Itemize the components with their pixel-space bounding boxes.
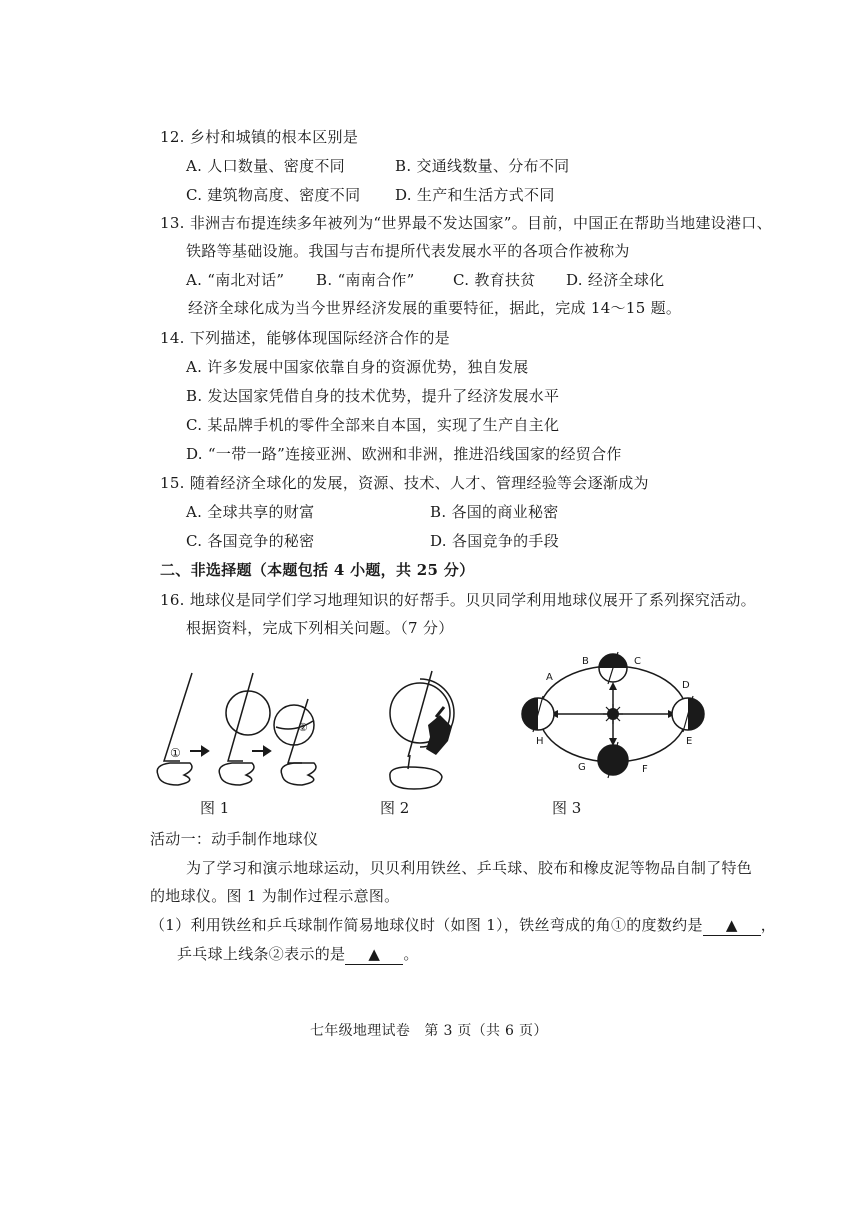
fig1-label-1: ① xyxy=(170,746,181,760)
q14-option-c: C. 某品牌手机的零件全部来自本国，实现了生产自主化 xyxy=(186,416,560,434)
base-step1 xyxy=(157,763,192,785)
q15-stem: 15. 随着经济全球化的发展，资源、技术、人才、管理经验等会逐渐成为 xyxy=(160,474,649,492)
base-step2 xyxy=(219,763,254,785)
fig3-caption: 图 3 xyxy=(552,799,582,817)
q13-option-c: C. 教育扶贫 xyxy=(453,271,536,289)
blank-mark-2: ▲ xyxy=(368,945,381,963)
answer-blank-1[interactable] xyxy=(703,915,761,936)
q12-option-b: B. 交通线数量、分布不同 xyxy=(395,157,570,175)
activity1-line2: 的地球仪。图 1 为制作过程示意图。 xyxy=(150,887,400,905)
fig1-caption: 图 1 xyxy=(200,799,230,817)
earth-top xyxy=(599,652,627,684)
sub1-line2-text: 乒乓球上线条②表示的是 xyxy=(177,945,346,963)
fig1-label-2: ② xyxy=(298,721,308,734)
sub1-line1 xyxy=(150,915,776,936)
fig3-label-h: H xyxy=(536,736,544,747)
base-step3 xyxy=(281,763,316,785)
q13-option-a: A. “南北对话” xyxy=(186,271,285,289)
q15-option-c: C. 各国竞争的秘密 xyxy=(186,532,315,550)
q15-option-b: B. 各国的商业秘密 xyxy=(430,503,559,521)
earth-right xyxy=(672,696,704,732)
fig3-label-a: A xyxy=(546,672,553,683)
arrow-up-head xyxy=(609,682,617,690)
q13-option-d: D. 经济全球化 xyxy=(566,271,665,289)
base-fig2 xyxy=(390,767,442,789)
q14-option-d: D. “一带一路”连接亚洲、欧洲和非洲，推进沿线国家的经贸合作 xyxy=(186,445,622,463)
q13-stem-line2: 铁路等基础设施。我国与吉布提所代表发展水平的各项合作被称为 xyxy=(186,242,630,260)
figure-3-earth-orbit xyxy=(518,652,718,782)
sub1-line2-end: 。 xyxy=(403,945,419,963)
arrow-1-head xyxy=(202,747,208,755)
fig3-label-c: C xyxy=(634,656,641,667)
answer-blank-2[interactable] xyxy=(345,944,403,965)
q12-option-d: D. 生产和生活方式不同 xyxy=(395,186,555,204)
q12-stem: 12. 乡村和城镇的根本区别是 xyxy=(160,128,359,146)
fig3-label-b: B xyxy=(582,656,589,667)
globe-step3 xyxy=(274,705,314,745)
activity1-title: 活动一：动手制作地球仪 xyxy=(150,830,319,848)
sub1-line2 xyxy=(177,944,419,965)
earth-bottom xyxy=(598,742,628,778)
section2-heading: 二、非选择题（本题包括 4 小题，共 25 分） xyxy=(160,561,475,579)
page-footer: 七年级地理试卷 第 3 页（共 6 页） xyxy=(310,1023,548,1039)
q12-option-a: A. 人口数量、密度不同 xyxy=(186,157,345,175)
activity1-line1: 为了学习和演示地球运动，贝贝利用铁丝、乒乓球、胶布和橡皮泥等物品自制了特色 xyxy=(186,859,753,877)
earth-left xyxy=(522,696,554,732)
hand-icon xyxy=(426,715,452,755)
fig3-label-e: E xyxy=(686,736,693,747)
q15-option-d: D. 各国竞争的手段 xyxy=(430,532,560,550)
q15-option-a: A. 全球共享的财富 xyxy=(186,503,315,521)
figure-1-globe-making xyxy=(148,665,318,795)
fig3-label-d: D xyxy=(682,680,690,691)
fig3-label-g: G xyxy=(578,762,586,773)
fig3-label-f: F xyxy=(642,764,648,775)
q13-stem-line1: 13. 非洲吉布提连续多年被列为“世界最不发达国家”。目前，中国正在帮助当地建设港口、 xyxy=(160,214,772,232)
q14-option-b: B. 发达国家凭借自身的技术优势，提升了经济发展水平 xyxy=(186,387,560,405)
arrow-2-head xyxy=(264,747,270,755)
wire-step2 xyxy=(228,673,253,761)
sub1-line1-end: ， xyxy=(760,916,777,934)
figure-2-globe-hand xyxy=(380,665,470,795)
intro-14-15: 经济全球化成为当今世界经济发展的重要特征，据此，完成 14～15 题。 xyxy=(188,299,682,317)
sub1-line1-text: （1）利用铁丝和乒乓球制作简易地球仪时（如图 1），铁丝弯成的角①的度数约是 xyxy=(150,916,703,934)
fig2-caption: 图 2 xyxy=(380,799,410,817)
q13-option-b: B. “南南合作” xyxy=(316,271,415,289)
blank-mark-1: ▲ xyxy=(725,916,738,934)
q12-option-c: C. 建筑物高度、密度不同 xyxy=(186,186,361,204)
q14-option-a: A. 许多发展中国家依靠自身的资源优势，独自发展 xyxy=(186,358,529,376)
q14-stem: 14. 下列描述，能够体现国际经济合作的是 xyxy=(160,329,450,347)
q16-stem-line2: 根据资料，完成下列相关问题。（7 分） xyxy=(186,619,454,637)
globe-step2 xyxy=(226,691,270,735)
q16-stem-line1: 16. 地球仪是同学们学习地理知识的好帮手。贝贝同学利用地球仪展开了系列探究活动。 xyxy=(160,591,756,609)
